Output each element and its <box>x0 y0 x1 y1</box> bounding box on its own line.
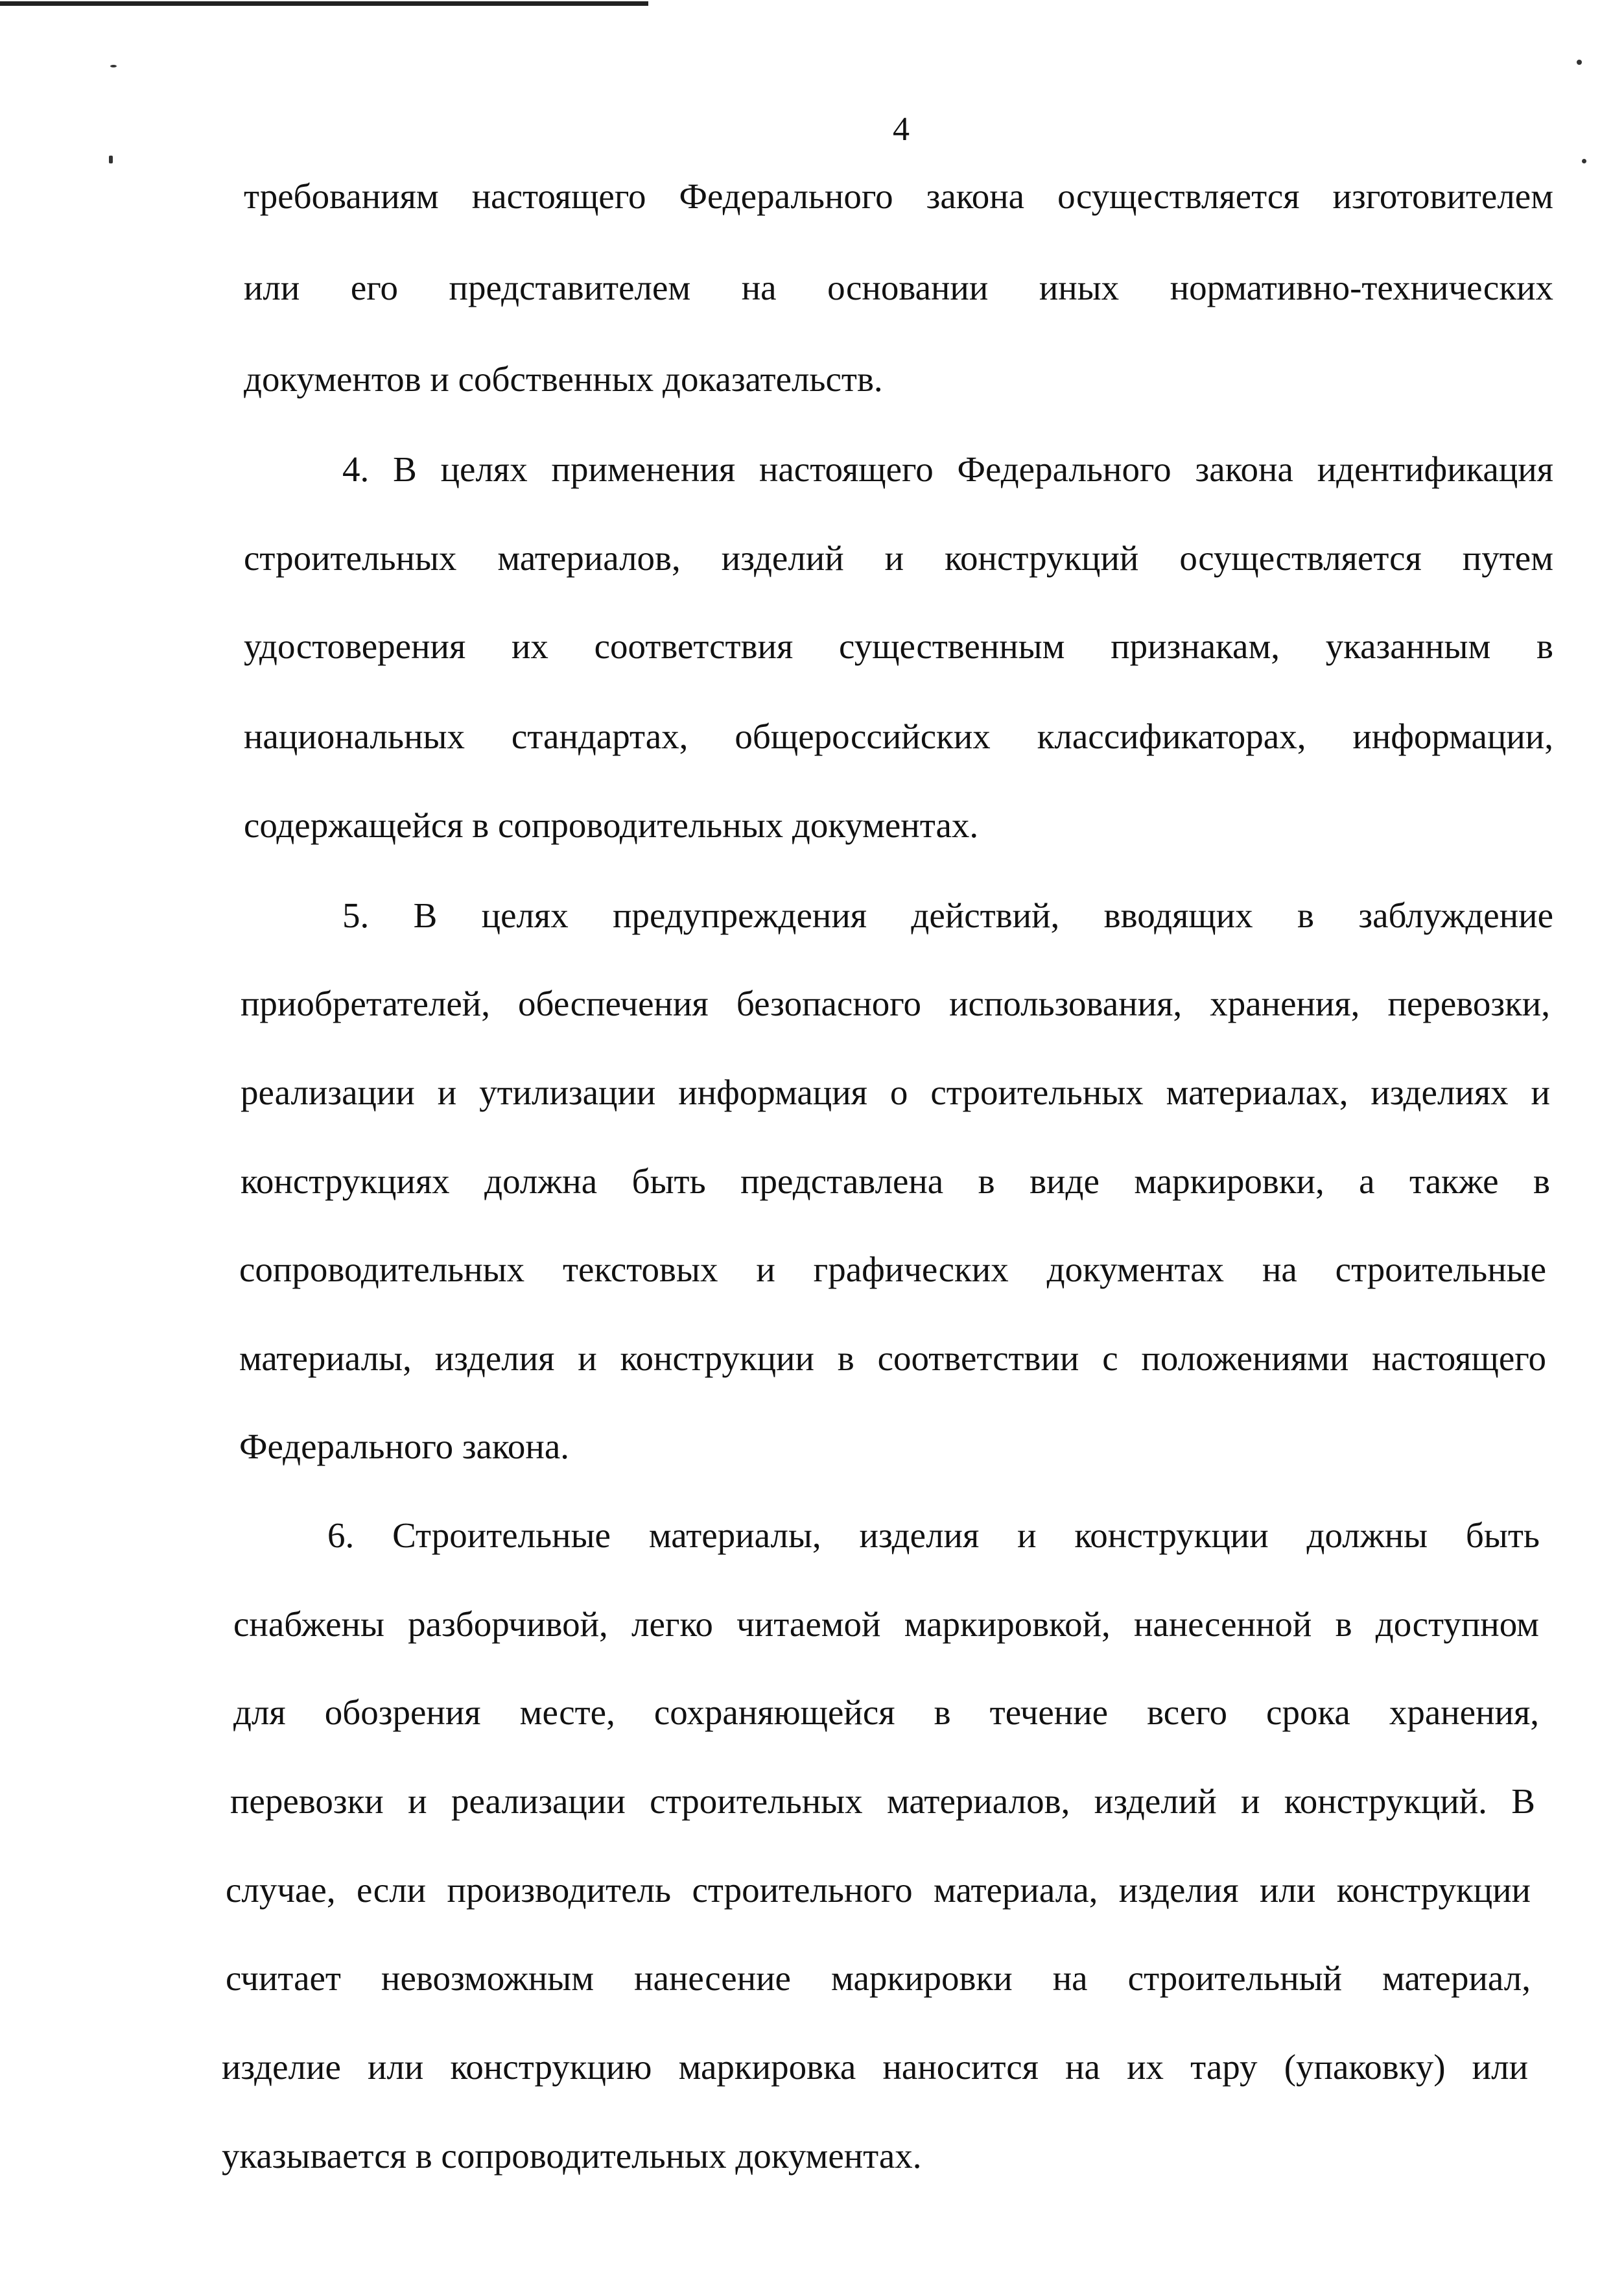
text-line: материалы, изделия и конструкции в соответствии с положениями настоящего <box>239 1338 1546 1378</box>
text-line: снабжены разборчивой, легко читаемой маркировкой, нанесенной в доступном <box>233 1604 1539 1644</box>
text-line: указывается в сопроводительных документах. <box>222 2136 922 2176</box>
text-line: приобретателей, обеспечения безопасного использования, хранения, перевозки, <box>241 984 1550 1023</box>
scan-speck <box>1582 159 1586 163</box>
scan-speck <box>1577 60 1582 65</box>
scan-edge-rule <box>0 1 648 6</box>
text-line: или его представителем на основании иных нормативно-технических <box>244 268 1553 307</box>
text-line: перевозки и реализации строительных материалов, изделий и конструкций. В <box>230 1781 1535 1821</box>
text-line: случае, если производитель строительного материала, изделия или конструкции <box>226 1870 1531 1910</box>
text-line: конструкциях должна быть представлена в виде маркировки, а также в <box>241 1161 1550 1201</box>
page-number: 4 <box>893 111 910 148</box>
paragraph-4-start: 4. В целях применения настоящего Федерального закона идентификация <box>342 449 1553 489</box>
scan-speck <box>109 156 113 163</box>
paragraph-5-start: 5. В целях предупреждения действий, вводящих в заблуждение <box>342 896 1553 935</box>
text-line: национальных стандартах, общероссийских классификаторах, информации, <box>244 717 1553 756</box>
text-line: реализации и утилизации информация о строительных материалах, изделиях и <box>241 1073 1550 1112</box>
text-line: требованиям настоящего Федерального закона осуществляется изготовителем <box>244 176 1553 216</box>
text-line: содержащейся в сопроводительных документах. <box>244 805 979 845</box>
text-line: для обозрения месте, сохраняющейся в течение всего срока хранения, <box>233 1692 1539 1732</box>
text-line: удостоверения их соответствия существенным признакам, указанным в <box>244 626 1553 666</box>
scan-speck <box>110 65 117 67</box>
text-line: Федерального закона. <box>239 1427 569 1466</box>
text-line: сопроводительных текстовых и графических документах на строительные <box>239 1250 1546 1289</box>
paragraph-6-start: 6. Строительные материалы, изделия и конструкции должны быть <box>327 1515 1540 1555</box>
text-line: строительных материалов, изделий и конструкций осуществляется путем <box>244 538 1553 578</box>
text-line: документов и собственных доказательств. <box>244 359 883 399</box>
text-line: считает невозможным нанесение маркировки на строительный материал, <box>226 1958 1531 1998</box>
text-line: изделие или конструкцию маркировка наносится на их тару (упаковку) или <box>222 2047 1528 2087</box>
